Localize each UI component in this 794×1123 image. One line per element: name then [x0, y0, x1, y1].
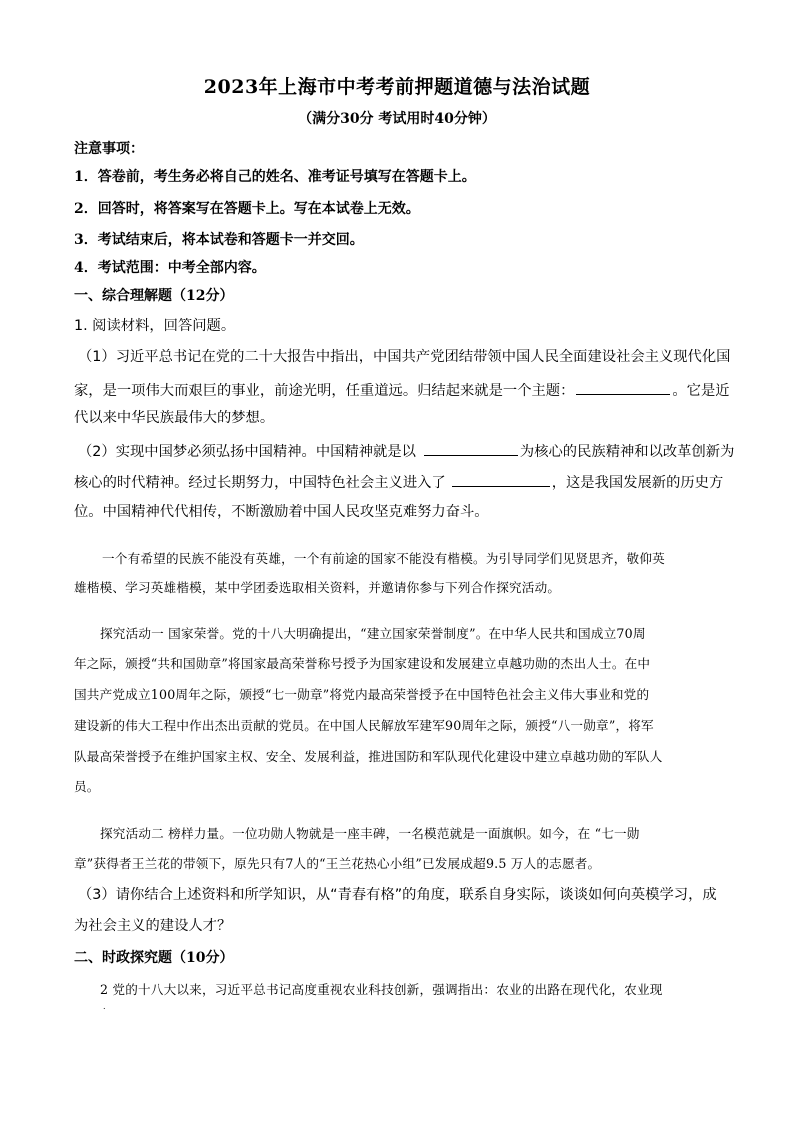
section2-heading: 二、时政探究题（10分）	[74, 950, 234, 966]
q1-part2-line1	[78, 440, 738, 462]
exam-subtitle: （满分30分 考试用时40分钟）	[298, 111, 496, 127]
activity1-line1: 探究活动一 国家荣誉。党的十八大明确提出，“建立国家荣誉制度”。在中华人民共和国成立70周	[100, 626, 646, 641]
section1-heading: 一、综合理解题（12分）	[74, 288, 234, 304]
answer-blank-2[interactable]	[424, 440, 518, 456]
material-intro-line2: 雄楷模、学习英雄楷模，某中学团委选取相关资料，并邀请你参与下列合作探究活动。	[74, 580, 561, 595]
q1-part1-line2-tail: 。它是近	[672, 383, 730, 399]
q1-intro: 1. 阅读材料，回答问题。	[74, 318, 236, 334]
q1-part2-line2-tail: ，这是我国发展新的历史方	[551, 475, 724, 491]
activity2-line2: 章”获得者王兰花的带领下，原先只有7人的“王兰花热心小组”已发展成超9.5 万人的志愿者。	[74, 856, 601, 871]
exam-title: 2023年上海市中考考前押题道德与法治试题	[203, 76, 591, 98]
q1-part2-line2-text: 核心的时代精神。经过长期努力，中国特色社会主义进入了	[74, 475, 446, 491]
activity1-line4: 建设新的伟大工程中作出杰出贡献的党员。在中国人民解放军建军90周年之际，颁授“八一勋章”，将军	[74, 718, 654, 733]
notice-item-4: 4．考试范围：中考全部内容。	[74, 260, 266, 276]
notice-item-3: 3．考试结束后，将本试卷和答题卡一并交回。	[74, 232, 364, 248]
q1-part2-line1-tail: 为核心的民族精神和以改革创新为	[519, 444, 735, 460]
q1-part3-line2: 为社会主义的建设人才？	[74, 918, 232, 934]
notice-heading: 注意事项：	[74, 141, 144, 157]
answer-blank-3[interactable]	[452, 471, 550, 487]
activity2-line1: 探究活动二 榜样力量。一位功勋人物就是一座丰碑，一名模范就是一面旗帜。如今，在 “七一勋	[100, 826, 640, 841]
notice-item-1: 1．答卷前，考生务必将自己的姓名、准考证号填写在答题卡上。	[74, 169, 476, 185]
q1-part2-line2	[74, 471, 734, 493]
activity1-line3: 国共产党成立100周年之际，颁授“七一勋章”将党内最高荣誉授予在中国特色社会主义伟大事业和党的	[74, 687, 650, 702]
q1-part1-line1: （1）习近平总书记在党的二十大报告中指出，中国共产党团结带领中国人民全面建设社会主义现代化国	[78, 349, 731, 365]
q1-part1-line3: 代以来中华民族最伟大的梦想。	[74, 410, 275, 426]
q1-part2-line1-text: （2）实现中国梦必须弘扬中国精神。中国精神就是以	[78, 444, 416, 460]
q2-dot-mark: .	[103, 1002, 106, 1011]
q1-part1-line2-text: 家，是一项伟大而艰巨的事业，前途光明，任重道远。归结起来就是一个主题：	[74, 383, 575, 399]
answer-blank-1[interactable]	[576, 379, 670, 395]
activity1-line6: 员。	[74, 779, 100, 794]
q1-part2-line3: 位。中国精神代代相传，不断激励着中国人民攻坚克难努力奋斗。	[74, 504, 489, 520]
notice-item-2: 2．回答时，将答案写在答题卡上。写在本试卷上无效。	[74, 201, 420, 217]
q1-part1-line2	[74, 379, 734, 401]
q1-part3-line1: （3）请你结合上述资料和所学知识，从“青春有格”的角度，联系自身实际，谈谈如何向英模学习，成	[78, 887, 717, 903]
activity1-line5: 队最高荣誉授予在维护国家主权、安全、发展利益，推进国防和军队现代化建设中建立卓越功勋的军队人	[74, 749, 663, 764]
activity1-line2: 年之际，颁授“共和国勋章”将国家最高荣誉称号授予为国家建设和发展建立卓越功勋的杰出人士。在中	[74, 656, 651, 671]
material-intro-line1: 一个有希望的民族不能没有英雄，一个有前途的国家不能没有楷模。为引导同学们见贤思齐，敬仰英	[102, 551, 665, 566]
q2-line1: 2 党的十八大以来，习近平总书记高度重视农业科技创新，强调指出：农业的出路在现代化，农业现	[100, 982, 663, 997]
